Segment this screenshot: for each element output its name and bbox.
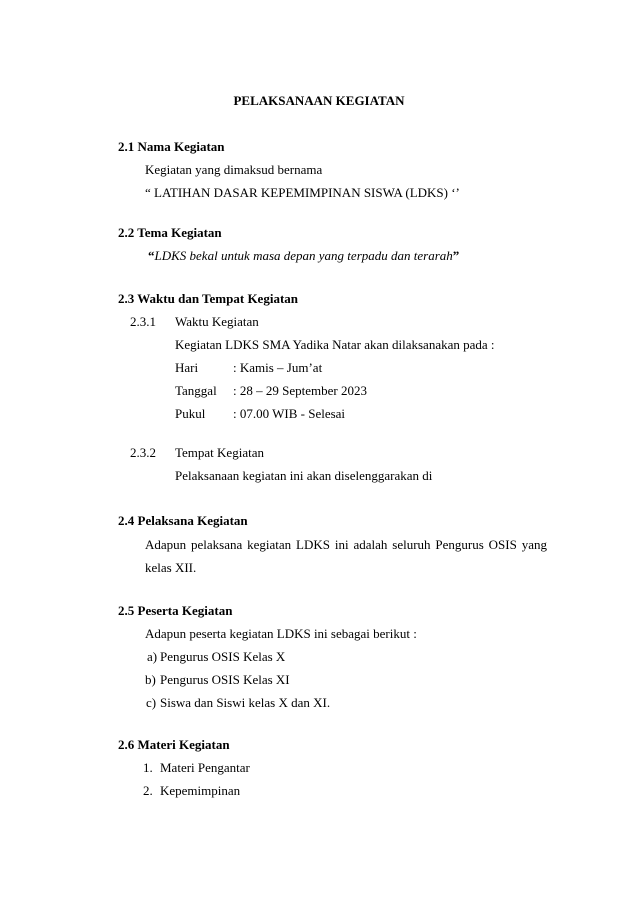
section-2-2-heading: 2.2 Tema Kegiatan	[118, 225, 222, 240]
section-2-5-intro: Adapun peserta kegiatan LDKS ini sebagai berikut :	[145, 626, 417, 641]
participant-item-c: Siswa dan Siswi kelas X dan XI.	[160, 695, 331, 710]
subsection-2-3-2-text: Pelaksanaan kegiatan ini akan diselenggarakan di	[175, 468, 433, 483]
participant-item-a: Pengurus OSIS Kelas X	[160, 649, 286, 664]
subsection-2-3-2-title: Tempat Kegiatan	[175, 445, 264, 460]
schedule-date-label: Tanggal	[175, 383, 217, 398]
material-marker-1: 1.	[143, 760, 153, 775]
theme-open-quote: “	[148, 248, 155, 263]
subsection-2-3-1-number: 2.3.1	[130, 314, 156, 329]
participant-item-b: Pengurus OSIS Kelas XI	[160, 672, 290, 687]
theme-text: LDKS bekal untuk masa depan yang terpadu dan terarah	[154, 248, 453, 263]
material-item-2: Kepemimpinan	[160, 783, 241, 798]
subsection-2-3-2-number: 2.3.2	[130, 445, 156, 460]
page-title: PELAKSANAAN KEGIATAN	[233, 93, 405, 108]
section-2-4-line1: Adapun pelaksana kegiatan LDKS ini adalah seluruh Pengurus OSIS yang	[145, 537, 547, 552]
subsection-2-3-1-title: Waktu Kegiatan	[175, 314, 259, 329]
theme-line	[148, 248, 459, 264]
section-2-4-heading: 2.4 Pelaksana Kegiatan	[118, 513, 248, 528]
participant-marker-c: c)	[146, 695, 157, 710]
schedule-time-label: Pukul	[175, 406, 206, 421]
section-2-1-line2: “ LATIHAN DASAR KEPEMIMPINAN SISWA (LDKS) ‘’	[145, 185, 460, 200]
section-2-6-heading: 2.6 Materi Kegiatan	[118, 737, 230, 752]
participant-marker-b: b)	[145, 672, 156, 687]
section-2-1-heading: 2.1 Nama Kegiatan	[118, 139, 225, 154]
section-2-4-line2: kelas XII.	[145, 560, 197, 575]
material-marker-2: 2.	[143, 783, 153, 798]
theme-close-quote: ”	[452, 248, 460, 263]
material-item-1: Materi Pengantar	[160, 760, 250, 775]
schedule-time-value: : 07.00 WIB - Selesai	[233, 406, 346, 421]
schedule-date-value: : 28 – 29 September 2023	[233, 383, 367, 398]
subsection-2-3-1-intro: Kegiatan LDKS SMA Yadika Natar akan dilaksanakan pada :	[175, 337, 495, 352]
schedule-day-label: Hari	[175, 360, 199, 375]
section-2-3-heading: 2.3 Waktu dan Tempat Kegiatan	[118, 291, 299, 306]
schedule-day-value: : Kamis – Jum’at	[233, 360, 323, 375]
section-2-5-heading: 2.5 Peserta Kegiatan	[118, 603, 233, 618]
participant-marker-a: a)	[147, 649, 158, 664]
section-2-1-line1: Kegiatan yang dimaksud bernama	[145, 162, 323, 177]
